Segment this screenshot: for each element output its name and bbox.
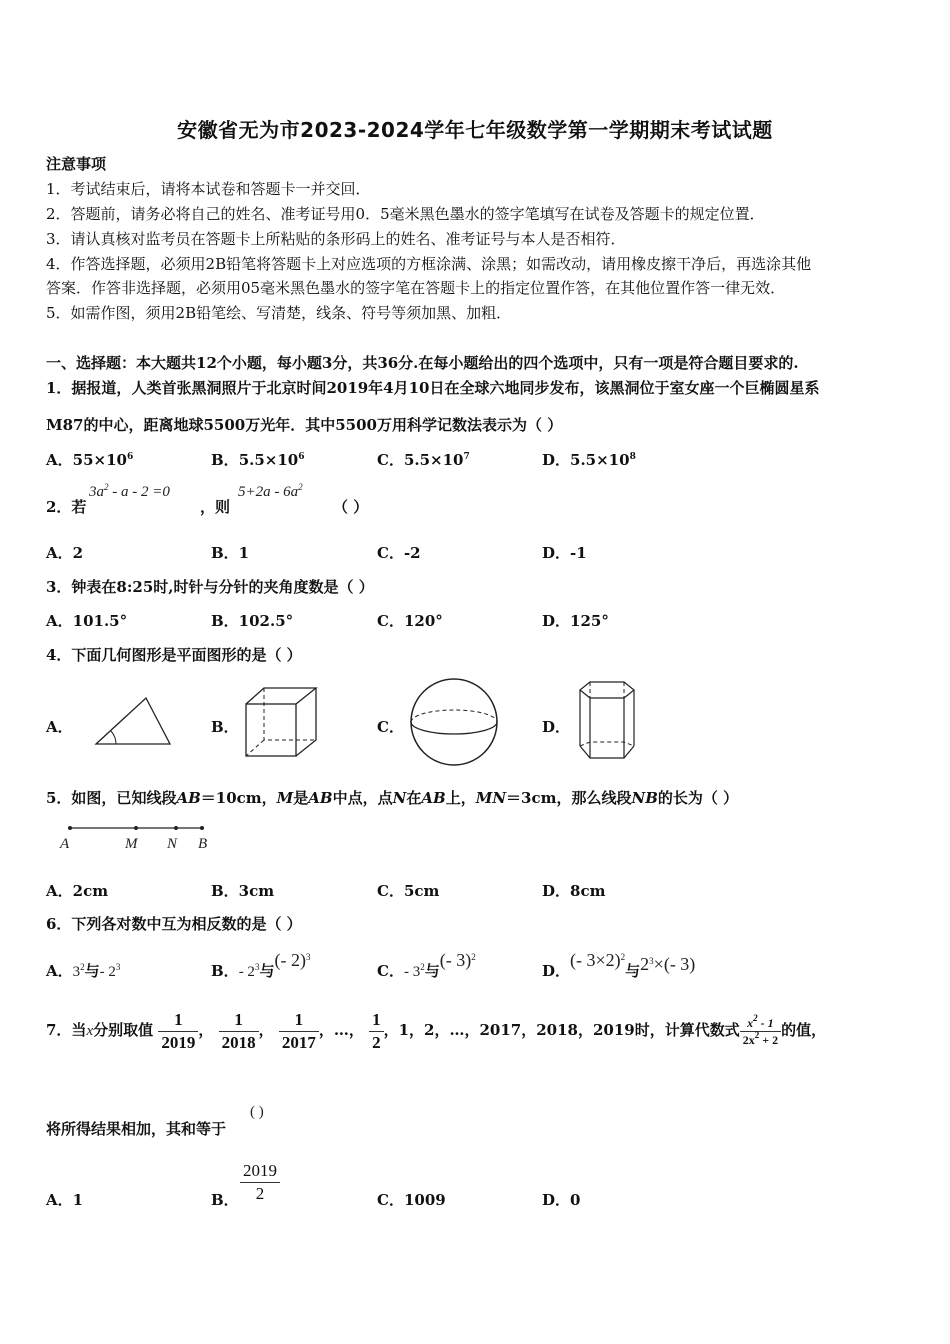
fraction-1-2017: $\frac{1}{2017}$ [279,1009,319,1054]
point-label-m: M [125,836,138,852]
question-6: 6．下列各对数中互为相反数的是（ ） [46,915,302,933]
algebraic-fraction: $\frac{x^2 - 1}{2x^2 + 2}$ [740,1015,781,1048]
point-label-a: A [60,836,70,852]
q1-option-b[interactable]: B．$5.5\times 10^6$ [211,451,305,469]
q6-option-a[interactable]: A．$3^2$与- $2^3$ [46,962,121,980]
segment-figure [60,822,210,836]
q3-option-a[interactable]: A．101.5° [46,612,128,630]
notes-heading: 注意事项 [46,155,107,173]
q3-option-c[interactable]: C．120° [377,612,443,630]
q4-option-d[interactable]: D． [542,718,571,736]
q2-expression: $5+2a - 6a^2$ [238,482,303,500]
q6-option-b[interactable]: B．- $2^3$与(- 2)$^3$ [211,950,311,980]
q7-option-d[interactable]: D．0 [542,1191,581,1209]
cube-figure [240,684,324,760]
q2-option-c[interactable]: C．-2 [377,544,421,562]
q1-option-c[interactable]: C．$5.5\times 10^7$ [377,451,470,469]
note-item: 5．如需作图，须用2B铅笔绘、写清楚，线条、符号等须加黑、加粗． [46,304,512,322]
sphere-figure [406,674,502,770]
fraction-1-2018: $\frac{1}{2018}$ [219,1009,259,1054]
q5-option-b[interactable]: B．3cm [211,882,275,900]
q3-option-b[interactable]: B．102.5° [211,612,294,630]
question-3: 3．钟表在8:25时,时针与分针的夹角度数是（ ） [46,578,374,596]
page-title: 安徽省无为市2023-2024学年七年级数学第一学期期末考试试题 [177,118,773,142]
q7-option-a[interactable]: A．1 [46,1191,84,1209]
note-item: 答案．作答非选择题，必须用05毫米黑色墨水的签字笔在答题卡上的指定位置作答，在其他位置作答一律无效． [46,279,786,297]
question-4: 4．下面几何图形是平面图形的是（ ） [46,646,302,664]
question-5: 5．如图，已知线段AB＝10cm，M是AB中点，点N在AB上，MN＝3cm，那么线段NB的长为（ ） [46,789,739,807]
note-item: 4．作答选择题，必须用2B铅笔将答题卡上对应选项的方框涂满、涂黑；如需改动，请用橡皮擦干净后，再选涂其他 [46,255,812,273]
q7-option-b[interactable]: B． [211,1191,239,1209]
triangle-figure [88,688,178,750]
question-7: 7．当x分别取值 $\frac{1}{2019}$ ， $\frac{1}{2018}$ ， $\frac{1}{2017}$ ，…， $\frac{1}{2}$ ，1，2，…，2017，2018，2019时，计算代数式 $\frac{x^2 - 1}{2x^2 + 2}$ 的值， [46,1009,827,1052]
q2-then: ，则 [200,498,231,516]
q7-paren: ( ) [250,1104,264,1120]
point-label-b: B [198,836,208,852]
q5-option-c[interactable]: C．5cm [377,882,440,900]
q7-option-c[interactable]: C．1009 [377,1191,446,1209]
note-item: 2．答题前，请务必将自己的姓名、准考证号用0．5毫米黑色墨水的签字笔填写在试卷及答题卡的规定位置． [46,205,765,223]
fraction-1-2019: $\frac{1}{2019}$ [158,1009,198,1054]
q5-option-a[interactable]: A．2cm [46,882,109,900]
q2-option-d[interactable]: D．-1 [542,544,587,562]
q2-option-b[interactable]: B．1 [211,544,250,562]
q2-paren: （ ） [333,498,369,516]
question-1-line1: 1．据报道，人类首张黑洞照片于北京时间2019年4月10日在全球六地同步发布，该黑洞位于室女座一个巨椭圆星系 [46,379,820,397]
section-heading: 一、选择题：本大题共12个小题，每小题3分，共36分.在每小题给出的四个选项中，只有一项是符合题目要求的. [46,354,799,372]
q1-option-d[interactable]: D．$5.5\times 10^8$ [542,451,636,469]
point-label-n: N [167,836,178,852]
q7-option-b-fraction: $\frac{2019}{2}$ [240,1160,280,1205]
q5-option-d[interactable]: D．8cm [542,882,606,900]
q2-option-a[interactable]: A．2 [46,544,84,562]
q6-option-d[interactable]: D．(- 3×2)$^2$与$2^3\times(-$ 3) [542,950,696,980]
q1-option-a[interactable]: A．$55\times 10^6$ [46,451,134,469]
q3-option-d[interactable]: D．125° [542,612,609,630]
q4-option-b[interactable]: B． [211,718,239,736]
fraction-1-2: $\frac{1}{2}$ [369,1009,384,1054]
q4-option-a[interactable]: A． [46,718,73,736]
hexagonal-prism-figure [572,680,644,764]
q2-condition: $3a^2 - a - 2 =0$ [89,482,170,500]
q4-option-c[interactable]: C． [377,718,404,736]
question-7-line2: 将所得结果相加，其和等于 [46,1120,227,1138]
question-2-prefix: 2．若 [46,498,87,516]
note-item: 3．请认真核对监考员在答题卡上所粘贴的条形码上的姓名、准考证号与本人是否相符． [46,230,626,248]
question-1-line2: M87的中心，距离地球5500万光年．其中5500万用科学记数法表示为（ ） [46,416,563,434]
note-item: 1．考试结束后，请将本试卷和答题卡一并交回． [46,180,371,198]
q6-option-c[interactable]: C．- $3^2$与(- 3)$^2$ [377,950,476,980]
